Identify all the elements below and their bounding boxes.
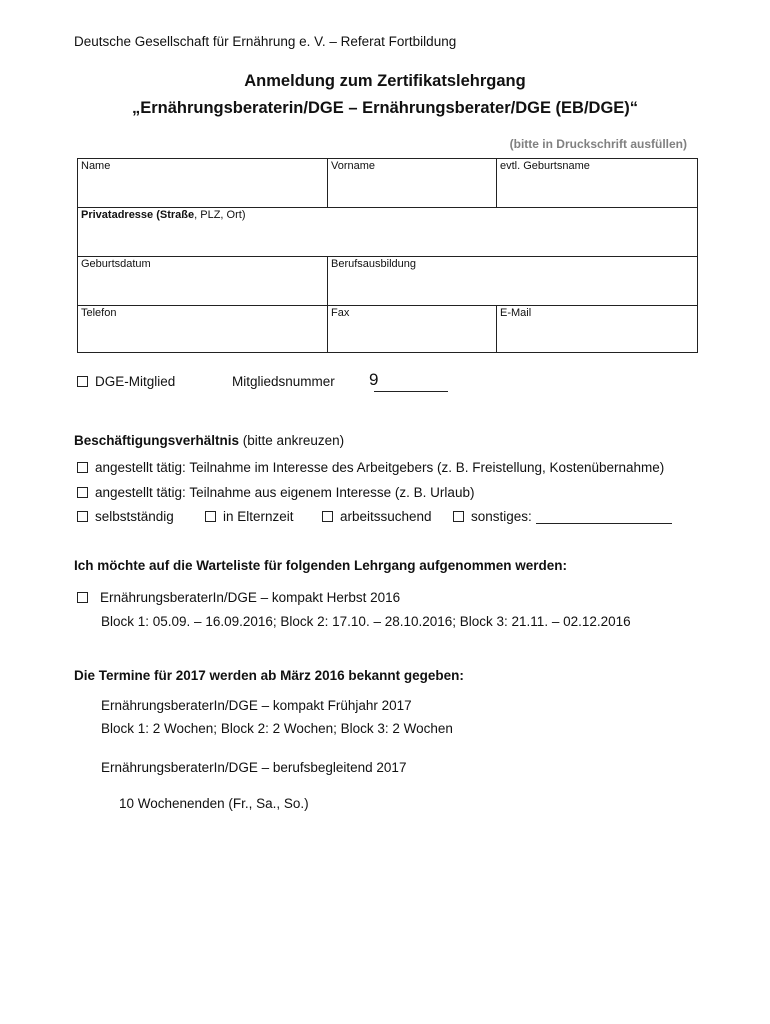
- field-name-label: Name: [81, 160, 111, 172]
- organization-header: Deutsche Gesellschaft für Ernährung e. V. – Referat Fortbildung: [74, 34, 457, 49]
- waitlist-heading: Ich möchte auf die Warteliste für folgenden Lehrgang aufgenommen werden:: [74, 558, 568, 573]
- field-berufsausbildung-label: Berufsausbildung: [331, 258, 417, 270]
- self-employed-label: selbstständig: [95, 509, 174, 524]
- course-2017-parttime-detail: 10 Wochenenden (Fr., Sa., So.): [119, 796, 309, 811]
- employment-option-job-seeking[interactable]: [322, 509, 432, 524]
- field-email-label: E-Mail: [500, 307, 532, 319]
- member-number-label: Mitgliedsnummer: [232, 374, 335, 389]
- employment-option-other[interactable]: [453, 509, 672, 524]
- field-fax-label: Fax: [331, 307, 350, 319]
- employment-option-employer[interactable]: [77, 460, 664, 475]
- field-geburtsname[interactable]: [496, 159, 697, 207]
- employment-option-own-interest[interactable]: [77, 485, 474, 500]
- dge-member-option[interactable]: [77, 374, 175, 389]
- field-vorname[interactable]: [327, 159, 496, 207]
- dge-member-label: DGE-Mitglied: [95, 374, 176, 389]
- field-geburtsdatum-label: Geburtsdatum: [81, 258, 151, 270]
- employment-own-interest-checkbox[interactable]: [77, 487, 88, 498]
- other-checkbox[interactable]: [453, 511, 464, 522]
- job-seeking-checkbox[interactable]: [322, 511, 333, 522]
- employment-employer-checkbox[interactable]: [77, 462, 88, 473]
- member-number-value[interactable]: 9: [369, 370, 379, 389]
- other-text-line[interactable]: [536, 509, 672, 524]
- field-privatadresse-strasse: Straße: [159, 209, 195, 221]
- employment-option-self-employed[interactable]: [77, 509, 174, 524]
- employment-employer-label: angestellt tätig: Teilnahme im Interesse des Arbeitgebers (z. B. Freistellung, Kostenübernahme): [95, 460, 665, 475]
- document-title: Anmeldung zum Zertifikatslehrgang: [244, 72, 526, 90]
- field-privatadresse[interactable]: [78, 208, 697, 256]
- employment-heading-bold: Beschäftigungsverhältnis: [74, 433, 240, 448]
- field-telefon-label: Telefon: [81, 307, 117, 319]
- field-fax[interactable]: [327, 306, 496, 353]
- field-berufsausbildung[interactable]: [327, 257, 697, 305]
- other-label: sonstiges:: [471, 509, 532, 524]
- field-privatadresse-rest: , PLZ, Ort): [194, 209, 246, 221]
- field-email[interactable]: [496, 306, 697, 353]
- form-row-birth: [78, 256, 697, 305]
- course-2017-parttime: ErnährungsberaterIn/DGE – berufsbegleitend 2017: [101, 760, 407, 775]
- field-name[interactable]: [78, 159, 327, 207]
- course-2017-compact-blocks: Block 1: 2 Wochen; Block 2: 2 Wochen; Block 3: 2 Wochen: [101, 721, 453, 736]
- waitlist-course-option[interactable]: [77, 590, 400, 605]
- dates-2017-heading: Die Termine für 2017 werden ab März 2016 bekannt gegeben:: [74, 668, 464, 683]
- course-2017-compact: ErnährungsberaterIn/DGE – kompakt Frühjahr 2017: [101, 698, 412, 713]
- field-privatadresse-label: Privatadresse (: [81, 209, 160, 221]
- form-row-address: [78, 207, 697, 256]
- self-employed-checkbox[interactable]: [77, 511, 88, 522]
- field-telefon[interactable]: [78, 306, 327, 353]
- field-geburtsdatum[interactable]: [78, 257, 327, 305]
- fill-instruction-note: (bitte in Druckschrift ausfüllen): [509, 137, 687, 151]
- employment-heading-rest: (bitte ankreuzen): [239, 433, 345, 448]
- form-row-contact: [78, 305, 697, 353]
- form-row-name: [78, 159, 697, 207]
- member-number-line: [374, 391, 448, 392]
- job-seeking-label: arbeitssuchend: [340, 509, 432, 524]
- parental-leave-label: in Elternzeit: [223, 509, 294, 524]
- registration-form-table: [77, 158, 698, 353]
- document-subtitle: „Ernährungsberaterin/DGE – Ernährungsberater/DGE (EB/DGE)“: [131, 99, 639, 117]
- field-geburtsname-label: evtl. Geburtsname: [500, 160, 590, 172]
- employment-heading: [74, 433, 344, 448]
- dge-member-checkbox[interactable]: [77, 376, 88, 387]
- employment-option-parental-leave[interactable]: [205, 509, 294, 524]
- parental-leave-checkbox[interactable]: [205, 511, 216, 522]
- waitlist-course-label: ErnährungsberaterIn/DGE – kompakt Herbst 2016: [100, 590, 401, 605]
- waitlist-course-blocks: Block 1: 05.09. – 16.09.2016; Block 2: 17.10. – 28.10.2016; Block 3: 21.11. – 02.12.2016: [101, 614, 631, 629]
- waitlist-course-checkbox[interactable]: [77, 592, 88, 603]
- employment-own-interest-label: angestellt tätig: Teilnahme aus eigenem Interesse (z. B. Urlaub): [95, 485, 475, 500]
- field-vorname-label: Vorname: [331, 160, 376, 172]
